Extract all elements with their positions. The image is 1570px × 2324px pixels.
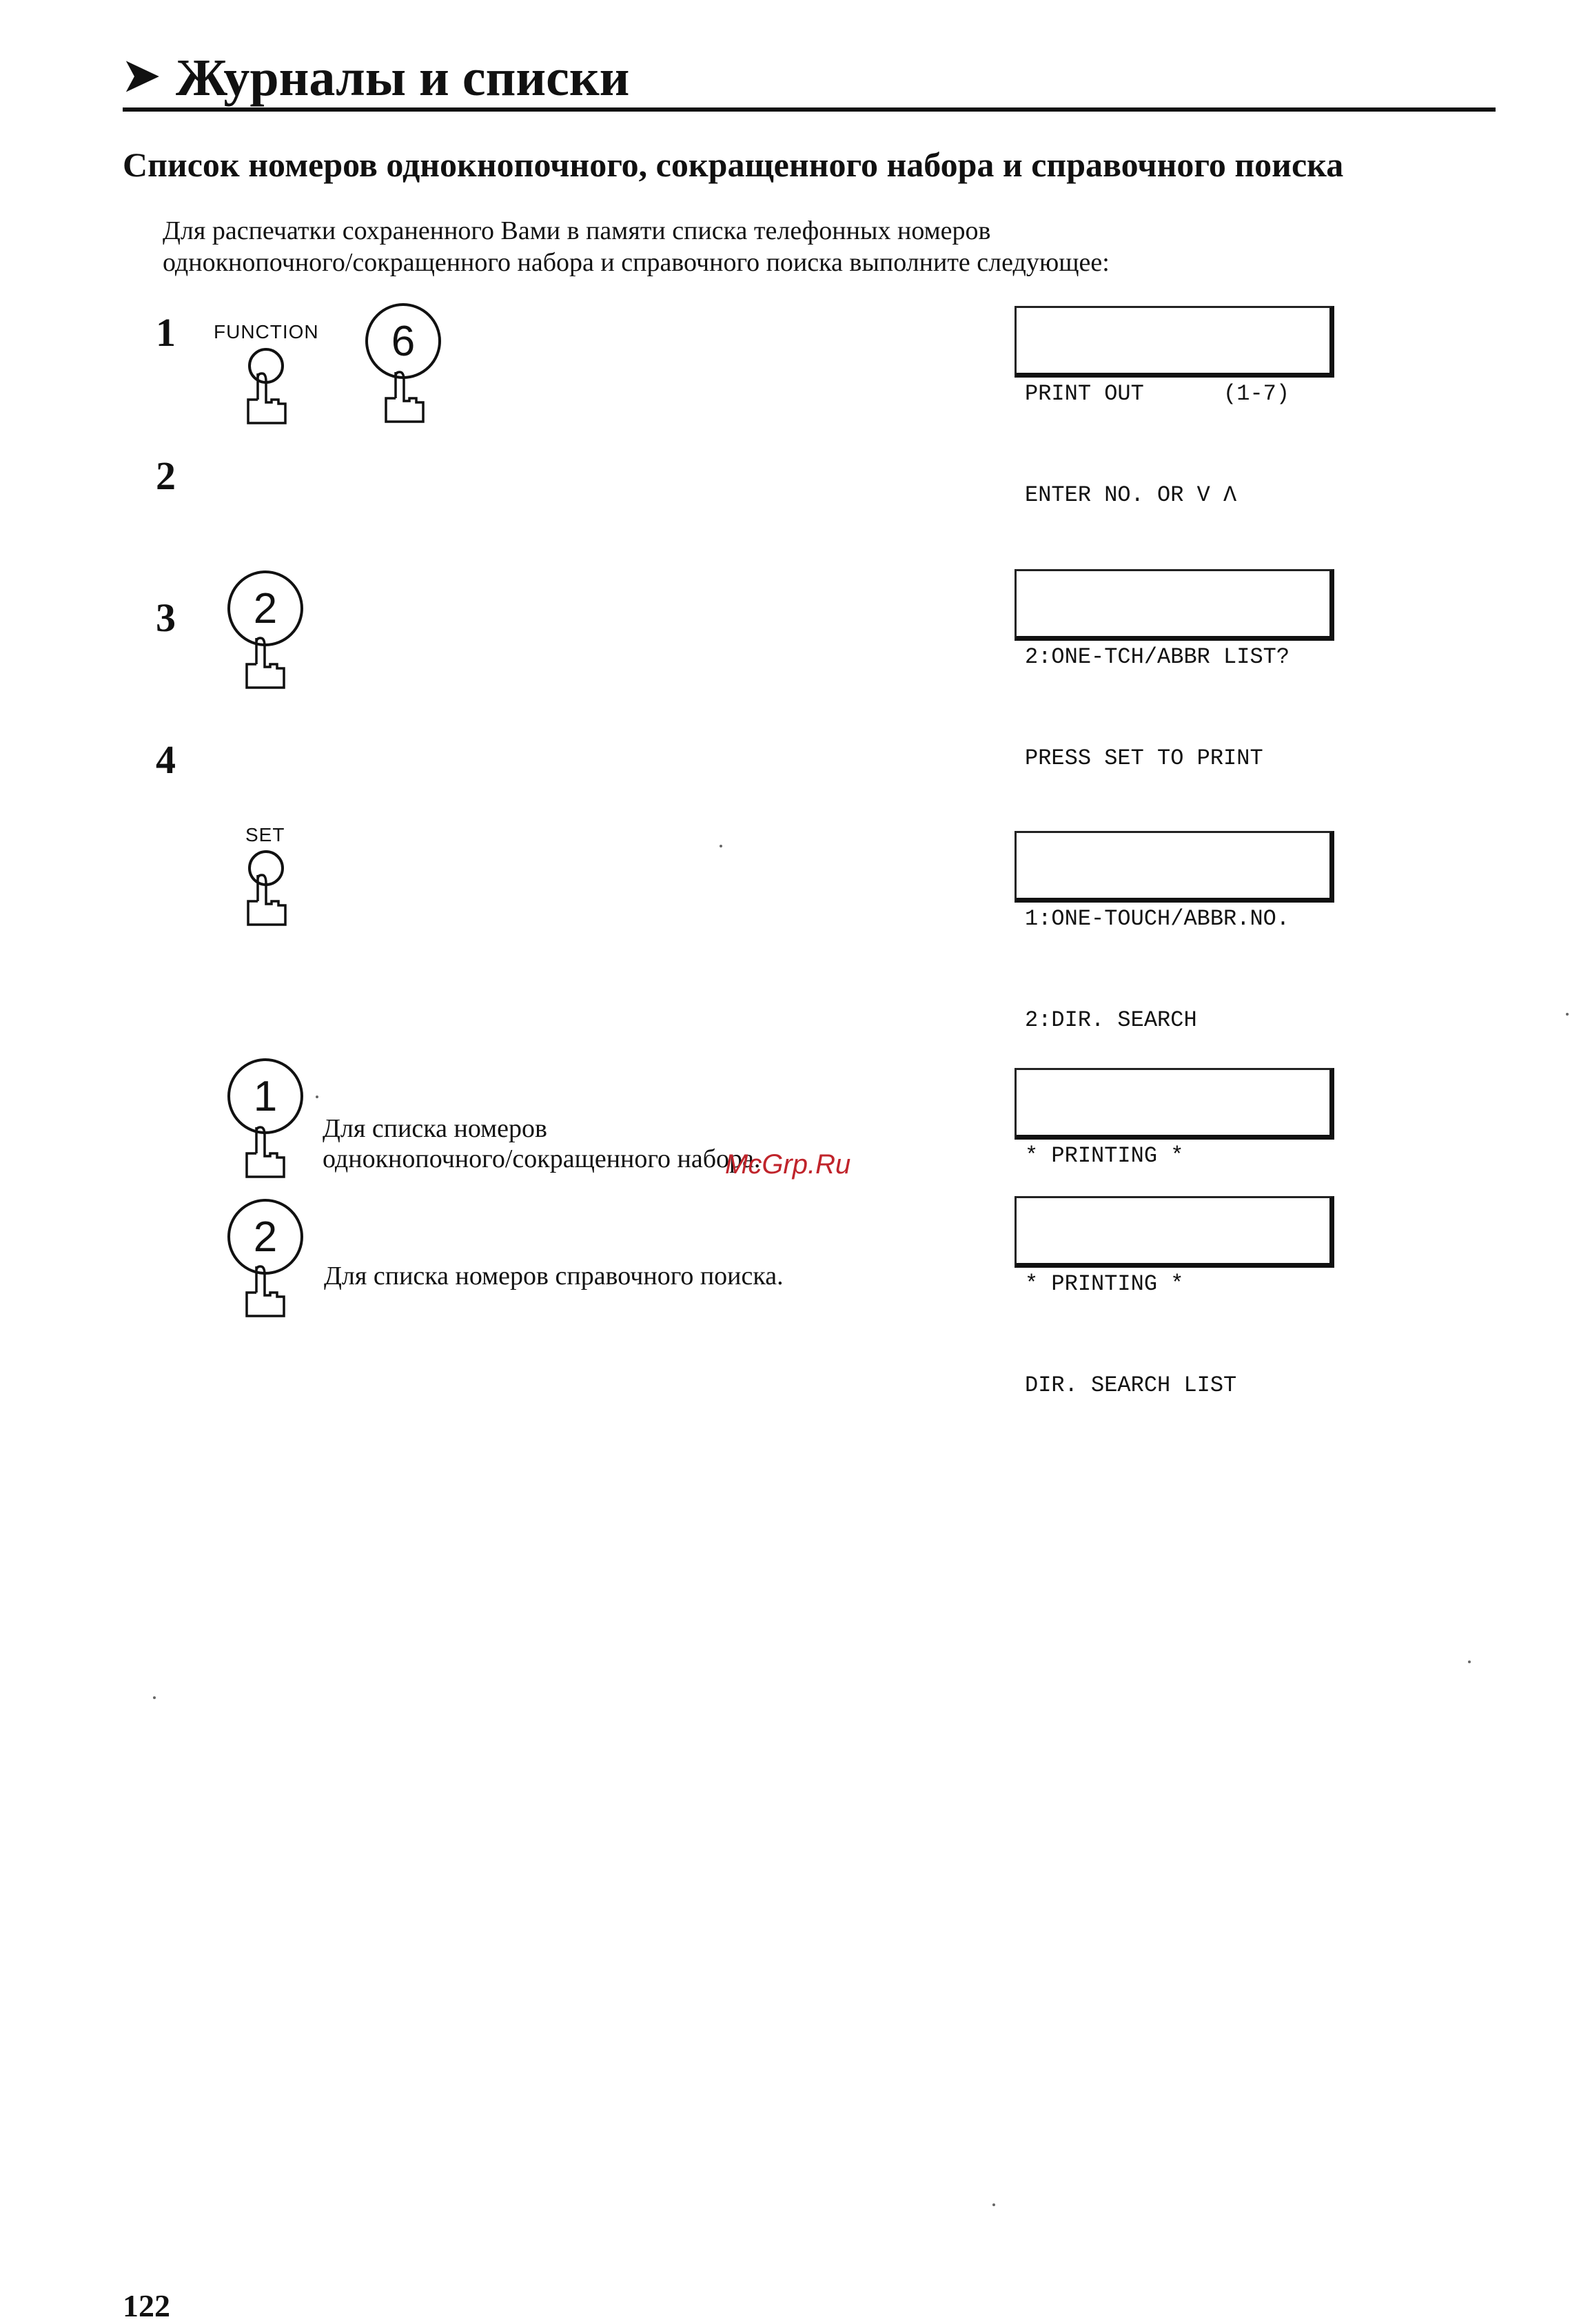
option-1-description-line-1: Для списка номеров	[323, 1114, 547, 1143]
finger-press-icon	[241, 1126, 289, 1180]
finger-press-icon	[243, 874, 291, 927]
lcd-line-2: DIR. SEARCH LIST	[1025, 1372, 1237, 1398]
finger-press-icon	[241, 1265, 289, 1319]
page-title: Журналы и списки	[176, 49, 630, 107]
section-title: Список номеров однокнопочного, сокращенного набора и справочного поиска	[123, 145, 1344, 184]
step-number-2: 2	[156, 453, 176, 498]
scan-speck	[153, 1696, 156, 1699]
lcd-line-1: PRINT OUT (1-7)	[1025, 381, 1290, 407]
header-divider	[123, 107, 1496, 112]
step-number-1: 1	[156, 310, 176, 355]
number-key-1-button[interactable]: 1	[227, 1058, 303, 1134]
option-1-description	[323, 1113, 760, 1174]
finger-press-icon	[380, 371, 429, 424]
lcd-line-1: * PRINTING *	[1025, 1271, 1184, 1297]
lcd-display-list-prompt	[1015, 569, 1334, 771]
page-number: 122	[123, 2288, 170, 2323]
finger-press-icon	[243, 372, 291, 426]
option-2-description: Для списка номеров справочного поиска.	[324, 1262, 784, 1290]
set-button-label: SET	[245, 824, 285, 845]
scan-speck	[1566, 1013, 1569, 1016]
lcd-line-2: 2:DIR. SEARCH	[1025, 1007, 1197, 1033]
lcd-line-2: ENTER NO. OR V Λ	[1025, 482, 1237, 508]
lcd-display-printing-one-touch	[1015, 1068, 1334, 1169]
number-key-2-button[interactable]: 2	[227, 570, 303, 646]
function-button-label: FUNCTION	[214, 321, 319, 342]
finger-press-icon	[241, 637, 289, 690]
scan-speck	[1468, 1660, 1471, 1663]
option-1-description-line-2: однокнопочного/сокращенного набора.	[323, 1144, 761, 1173]
scan-speck	[316, 1096, 318, 1098]
lcd-line-1: 2:ONE-TCH/ABBR LIST?	[1025, 644, 1290, 670]
step-number-4: 4	[156, 737, 176, 782]
intro-line-2: однокнопочного/сокращенного набора и справочного поиска выполните следующее:	[163, 248, 1110, 277]
number-key-6-button[interactable]: 6	[365, 303, 441, 379]
step-number-3: 3	[156, 595, 176, 640]
lcd-line-2: PRESS SET TO PRINT	[1025, 745, 1263, 771]
lcd-display-print-out	[1015, 306, 1334, 508]
watermark: McGrp.Ru	[725, 1149, 851, 1180]
lcd-line-1: 1:ONE-TOUCH/ABBR.NO.	[1025, 906, 1290, 932]
scan-speck	[720, 845, 722, 847]
lcd-display-list-select	[1015, 831, 1334, 1033]
lcd-line-1: * PRINTING *	[1025, 1143, 1184, 1169]
lcd-display-printing-dir-search	[1015, 1196, 1334, 1398]
scan-speck	[992, 2203, 995, 2206]
header-arrow-icon: ➤	[123, 51, 160, 100]
intro-line-1: Для распечатки сохраненного Вами в памяти списка телефонных номеров	[163, 216, 991, 245]
number-key-2-option-button[interactable]: 2	[227, 1199, 303, 1275]
intro-text	[163, 215, 1334, 278]
